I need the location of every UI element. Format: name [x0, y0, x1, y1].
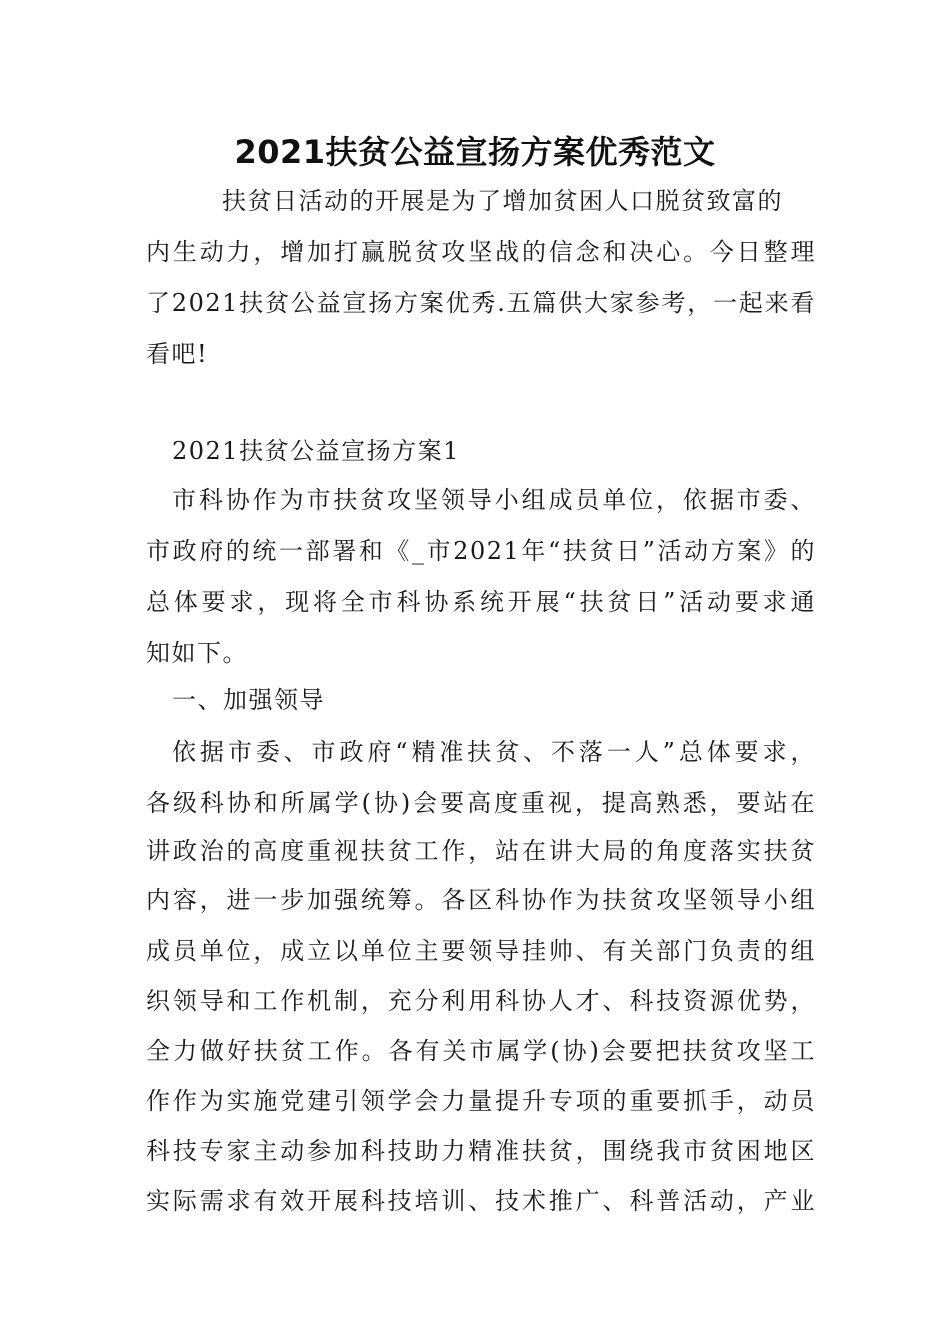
paragraph2-line-5: 成员单位，成立以单位主要领导挂帅、有关部门负责的组	[146, 937, 816, 965]
paragraph1-line-3: 总体要求，现将全市科协系统开展“扶贫日”活动要求通	[146, 588, 816, 616]
paragraph2-line-2: 各级科协和所属学(协)会要高度重视，提高熟悉，要站在	[146, 789, 816, 817]
paragraph2-line-8: 作作为实施党建引领学会力量提升专项的重要抓手，动员	[146, 1087, 816, 1115]
paragraph2-line-3: 讲政治的高度重视扶贫工作，站在讲大局的角度落实扶贫	[146, 837, 816, 865]
paragraph1-line-4: 知如下。	[146, 639, 248, 667]
section-heading: 2021扶贫公益宣扬方案1	[172, 437, 460, 465]
paragraph1-line-2: 市政府的统一部署和《_市2021年“扶贫日”活动方案》的	[146, 537, 816, 565]
intro-line-1: 扶贫日活动的开展是为了增加贫困人口脱贫致富的	[222, 187, 783, 215]
paragraph2-line-9: 科技专家主动参加科技助力精准扶贫，围绕我市贫困地区	[146, 1137, 816, 1165]
paragraph2-line-6: 织领导和工作机制，充分利用科协人才、科技资源优势，	[146, 987, 816, 1015]
paragraph2-line-10: 实际需求有效开展科技培训、技术推广、科普活动，产业	[146, 1187, 816, 1215]
intro-line-4: 看吧!	[146, 340, 209, 368]
subheading-strengthen-leadership: 一、加强领导	[172, 686, 325, 714]
paragraph2-line-4: 内容，进一步加强统筹。各区科协作为扶贫攻坚领导小组	[146, 886, 816, 914]
intro-line-2: 内生动力，增加打赢脱贫攻坚战的信念和决心。今日整理	[146, 238, 816, 266]
document-title: 2021扶贫公益宣扬方案优秀范文	[234, 133, 716, 171]
intro-line-3: 了2021扶贫公益宣扬方案优秀.五篇供大家参考，一起来看	[146, 289, 816, 317]
paragraph2-line-1: 依据市委、市政府“精准扶贫、不落一人”总体要求，	[172, 738, 816, 766]
paragraph2-line-7: 全力做好扶贫工作。各有关市属学(协)会要把扶贫攻坚工	[146, 1037, 816, 1065]
paragraph1-line-1: 市科协作为市扶贫攻坚领导小组成员单位，依据市委、	[172, 486, 816, 514]
